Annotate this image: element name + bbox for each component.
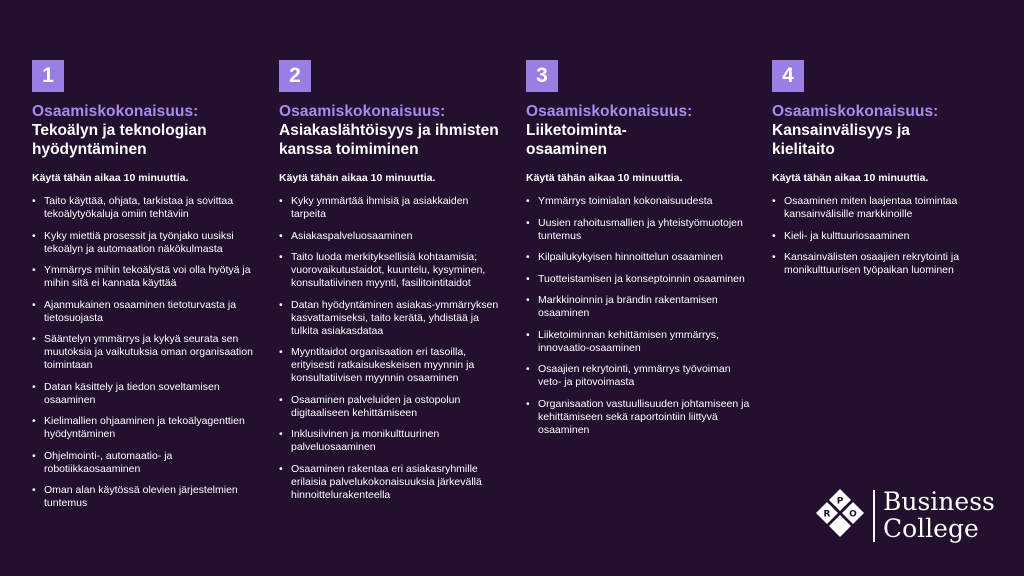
list-item: • Oman alan käytössä olevien järjestelmien tuntemus [32,484,258,510]
time-instruction: Käytä tähän aikaa 10 minuuttia. [772,172,929,184]
time-instruction: Käytä tähän aikaa 10 minuuttia. [526,172,683,184]
list-item: • Datan hyödyntäminen asiakas-ymmärryksen kasvattamiseksi, taito kerätä, yhdistää ja tulkita asiakasdataa [279,299,505,338]
column-number-badge: 3 [526,60,558,92]
list-item: • Osaajien rekrytointi, ymmärrys työvoiman veto- ja pitovoimasta [526,363,752,389]
competence-list [772,195,998,277]
competence-column-4 [772,60,998,286]
list-item: • Liiketoiminnan kehittämisen ymmärrys, innovaatio-osaaminen [526,329,752,355]
logo-divider [873,490,875,542]
logo-letter-r: R [823,509,831,520]
competence-list [32,195,258,510]
logo-line-2: College [883,514,979,543]
list-item: • Ohjelmointi-, automaatio- ja robotiikkaosaaminen [32,450,258,476]
list-item: • Kilpailukykyisen hinnoittelun osaaminen [526,251,752,264]
column-title: Kansainvälisyys ja kielitaito [772,122,910,158]
logo-wordmark [883,488,995,542]
time-instruction: Käytä tähän aikaa 10 minuuttia. [32,172,189,184]
list-item: • Myyntitaidot organisaation eri tasoilla, erityisesti ratkaisukeskeisen myynnin ja konsultatiivisen myynnin osaaminen [279,346,505,385]
competence-column-2 [279,60,505,510]
column-title: Liiketoiminta-osaaminen [526,122,627,158]
list-item: • Kielimallien ohjaaminen ja tekoälyagenttien hyödyntäminen [32,415,258,441]
list-item: • Inklusiivinen ja monikulttuurinen palveluosaaminen [279,428,505,454]
competence-list [279,195,505,502]
logo-letter-o: O [849,509,857,520]
list-item: • Sääntelyn ymmärrys ja kykyä seurata sen muutoksia ja vaikutuksia oman organisaation toimintaan [32,333,258,372]
logo-letter-p: P [836,496,844,507]
list-item: • Kansainvälisten osaajien rekrytointi ja monikulttuurisen työpaikan luominen [772,251,998,277]
list-item: • Osaaminen rakentaa eri asiakasryhmille erilaisia palvelukokonaisuuksia järkevällä hinnoittelurakenteella [279,463,505,502]
pro-diamond-logo-icon [815,488,865,538]
competence-list [526,195,752,437]
column-title: Tekoälyn ja teknologian hyödyntäminen [32,122,207,158]
list-item: • Ajanmukainen osaaminen tietoturvasta ja tietosuojasta [32,299,258,325]
logo-line-1: Business [883,487,995,516]
column-label: Osaamiskokonaisuus: [279,103,446,120]
list-item: • Ymmärrys mihin tekoälystä voi olla hyötyä ja mihin sitä ei kannata käyttää [32,264,258,290]
column-label: Osaamiskokonaisuus: [32,103,199,120]
list-item: • Taito luoda merkityksellisiä kohtaamisia; vuorovaikutustaidot, kuuntelu, kysyminen, konsultatiivinen myynti, fasilitointitaidot [279,251,505,290]
list-item: • Markkinoinnin ja brändin rakentamisen osaaminen [526,294,752,320]
list-item: • Uusien rahoitusmallien ja yhteistyömuotojen tuntemus [526,217,752,243]
competence-column-3 [526,60,752,445]
list-item: • Tuotteistamisen ja konseptoinnin osaaminen [526,273,752,286]
column-label: Osaamiskokonaisuus: [526,103,693,120]
time-instruction: Käytä tähän aikaa 10 minuuttia. [279,172,436,184]
list-item: • Ymmärrys toimialan kokonaisuudesta [526,195,752,208]
list-item: • Kyky ymmärtää ihmisiä ja asiakkaiden tarpeita [279,195,505,221]
column-label: Osaamiskokonaisuus: [772,103,939,120]
column-number-badge: 2 [279,60,311,92]
business-college-logo [815,486,1005,550]
list-item: • Asiakaspalveluosaaminen [279,230,505,243]
list-item: • Osaaminen miten laajentaa toimintaa kansainvälisille markkinoille [772,195,998,221]
list-item: • Datan käsittely ja tiedon soveltamisen osaaminen [32,381,258,407]
list-item: • Organisaation vastuullisuuden johtamiseen ja kehittämiseen sekä raportointiin liittyvä osaaminen [526,398,752,437]
competence-column-1 [32,60,258,519]
column-title: Asiakaslähtöisyys ja ihmisten kanssa toimiminen [279,122,499,158]
list-item: • Osaaminen palveluiden ja ostopolun digitaaliseen kehittämiseen [279,394,505,420]
column-number-badge: 1 [32,60,64,92]
list-item: • Kieli- ja kulttuuriosaaminen [772,230,998,243]
column-number-badge: 4 [772,60,804,92]
list-item: • Taito käyttää, ohjata, tarkistaa ja sovittaa tekoälytyökaluja omiin tehtäviin [32,195,258,221]
list-item: • Kyky miettiä prosessit ja työnjako uusiksi tekoälyn ja automaation näkökulmasta [32,230,258,256]
